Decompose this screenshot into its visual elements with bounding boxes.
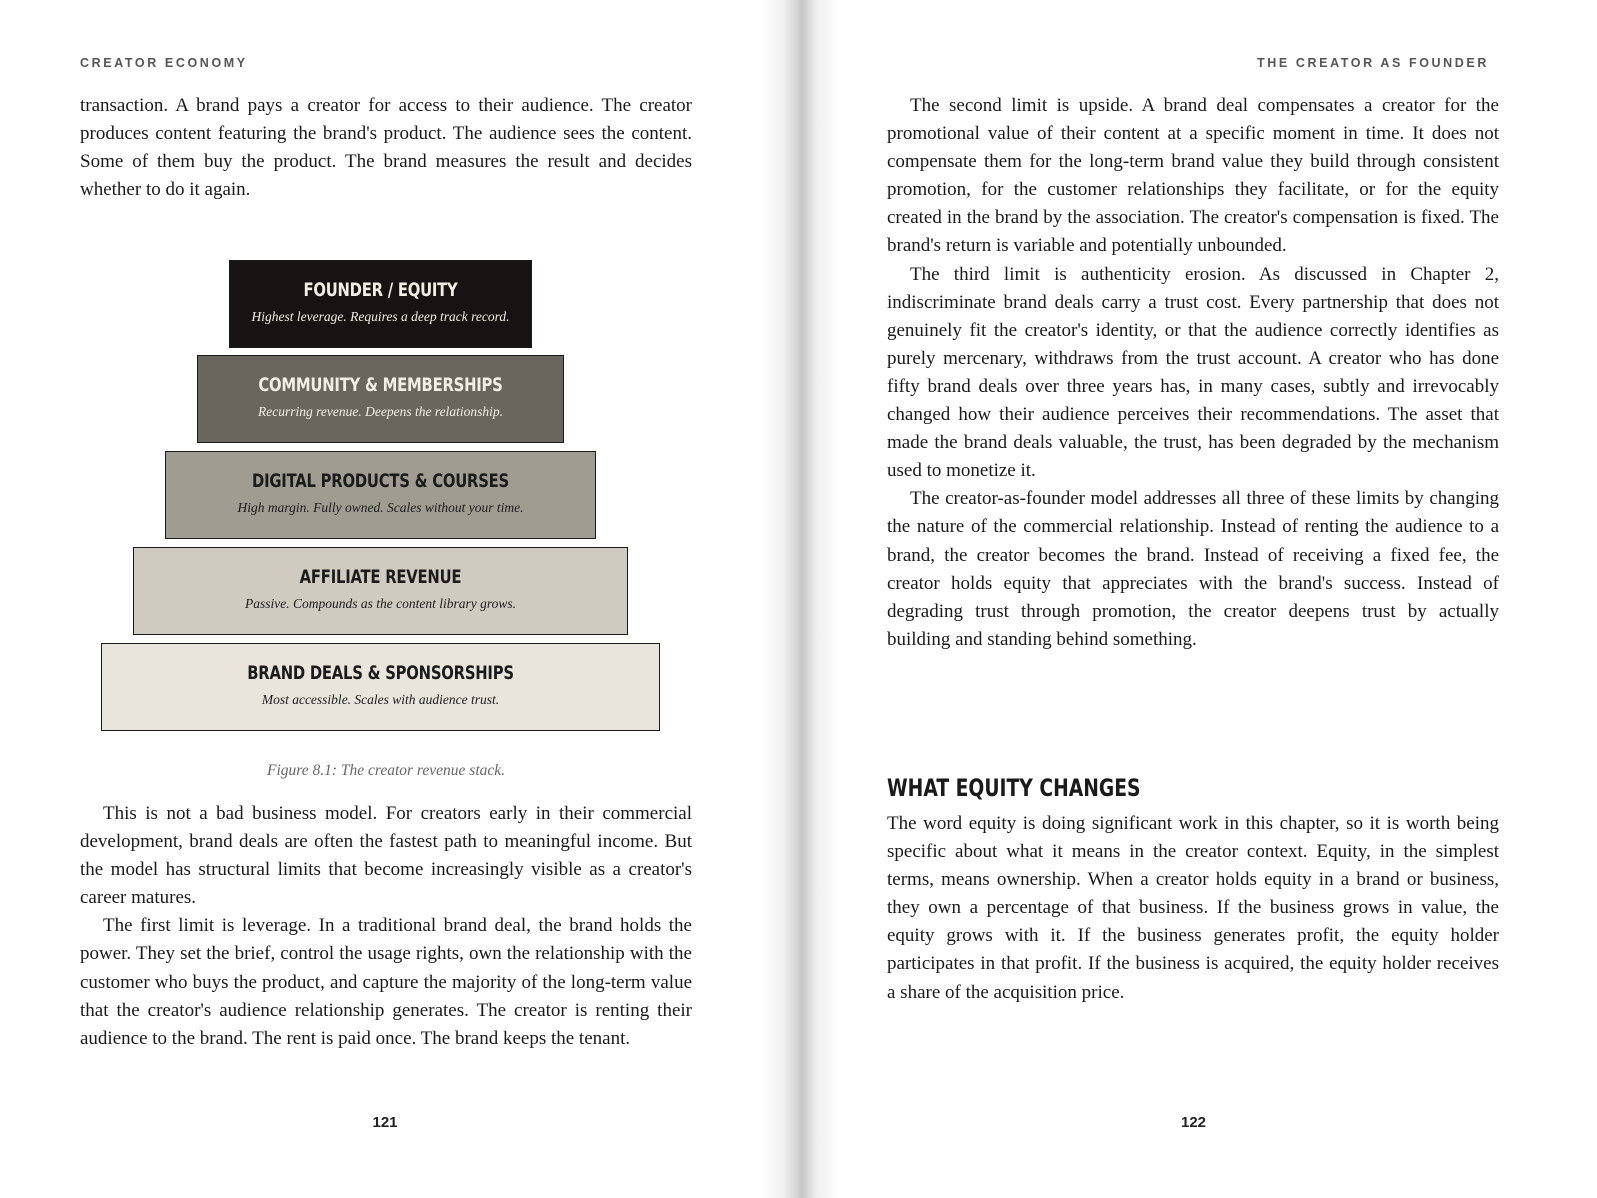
tier-title: AFFILIATE REVENUE (299, 566, 462, 588)
right-bottom-text (887, 810, 1499, 1007)
paragraph: transaction. A brand pays a creator for access to their audience. The creator produces content featuring the brand's product. The audience sees the content. Some of them buy the product. The brand measures the result and decides whether to do it again. (80, 95, 692, 201)
figure-caption: Figure 8.1: The creator revenue stack. (266, 762, 506, 779)
left-top-text (80, 92, 692, 204)
right-page (790, 0, 1597, 1198)
tier-description: Most accessible. Scales with audience trust. (261, 692, 500, 707)
running-head-left: CREATOR ECONOMY (80, 56, 248, 70)
paragraph: The third limit is authenticity erosion. As discussed in Chapter 2, indiscriminate brand deals carry a trust cost. Every partnership that does not genuinely fit the creator's identity, or that the audience correctly identifies as purely mercenary, withdraws from the trust account. A creator who has done fifty brand deals over three years has, in many cases, subtly and irrevocably changed how their audience perceives their recommendations. The asset that made the brand deals valuable, the trust, has been degraded by the mechanism used to monetize it. (887, 263, 1499, 482)
section-heading: WHAT EQUITY CHANGES (887, 774, 1141, 802)
page-number-left: 121 (372, 1114, 398, 1131)
tier-description: Passive. Compounds as the content library grows. (245, 596, 516, 611)
tier-title: COMMUNITY & MEMBERSHIPS (258, 374, 503, 396)
paragraph: This is not a bad business model. For creators early in their commercial development, brand deals are often the fastest path to meaningful income. But the model has structural limits that become increasingly visible as a creator's career matures. (80, 803, 692, 909)
paragraph: The first limit is leverage. In a traditional brand deal, the brand holds the power. They set the brief, control the usage rights, own the relationship with the customer who buys the product, and capture the majority of the long-term value that the creator's audience relationship generates. The creator is renting their audience to the brand. The rent is paid once. The brand keeps the tenant. (80, 915, 692, 1049)
left-bottom-text (80, 800, 692, 1053)
tier-description: Highest leverage. Requires a deep track record. (251, 309, 510, 324)
right-top-text (887, 92, 1499, 654)
tier-community-memberships (197, 355, 564, 443)
paragraph: The creator-as-founder model addresses all three of these limits by changing the nature of the commercial relationship. Instead of renting the audience to a brand, the creator becomes the brand. Instead of receiving a fixed fee, the creator holds equity that appreciates with the brand's success. Instead of degrading trust through promotion, the creator deepens trust by actually building and standing behind something. (887, 488, 1499, 650)
page-number-right: 122 (1180, 1114, 1207, 1131)
tier-description: Recurring revenue. Deepens the relationship. (258, 404, 503, 419)
left-page (0, 0, 790, 1198)
paragraph: The word equity is doing significant work in this chapter, so it is worth being specific about what it means in the creator context. Equity, in the simplest terms, means ownership. When a creator holds equity in a brand or business, they own a percentage of that business. If the business grows in value, the equity grows with it. If the business generates profit, the equity holder participates in that profit. If the business is acquired, the equity holder receives a share of the acquisition price. (887, 813, 1499, 1003)
tier-digital-products (165, 451, 596, 539)
tier-title: BRAND DEALS & SPONSORSHIPS (247, 662, 514, 684)
tier-title: FOUNDER / EQUITY (303, 279, 458, 301)
tier-affiliate-revenue (133, 547, 628, 635)
tier-description: High margin. Fully owned. Scales without your time. (237, 500, 524, 515)
running-head-right: THE CREATOR AS FOUNDER (1257, 56, 1489, 70)
tier-brand-deals (101, 643, 660, 731)
tier-founder-equity (229, 260, 532, 348)
tier-title: DIGITAL PRODUCTS & COURSES (252, 470, 509, 492)
paragraph: The second limit is upside. A brand deal compensates a creator for the promotional value of their content at a specific moment in time. It does not compensate them for the long-term brand value they build through consistent promotion, for the customer relationships they facilitate, or for the equity created in the brand by the association. The creator's compensation is fixed. The brand's return is variable and potentially unbounded. (887, 95, 1499, 257)
